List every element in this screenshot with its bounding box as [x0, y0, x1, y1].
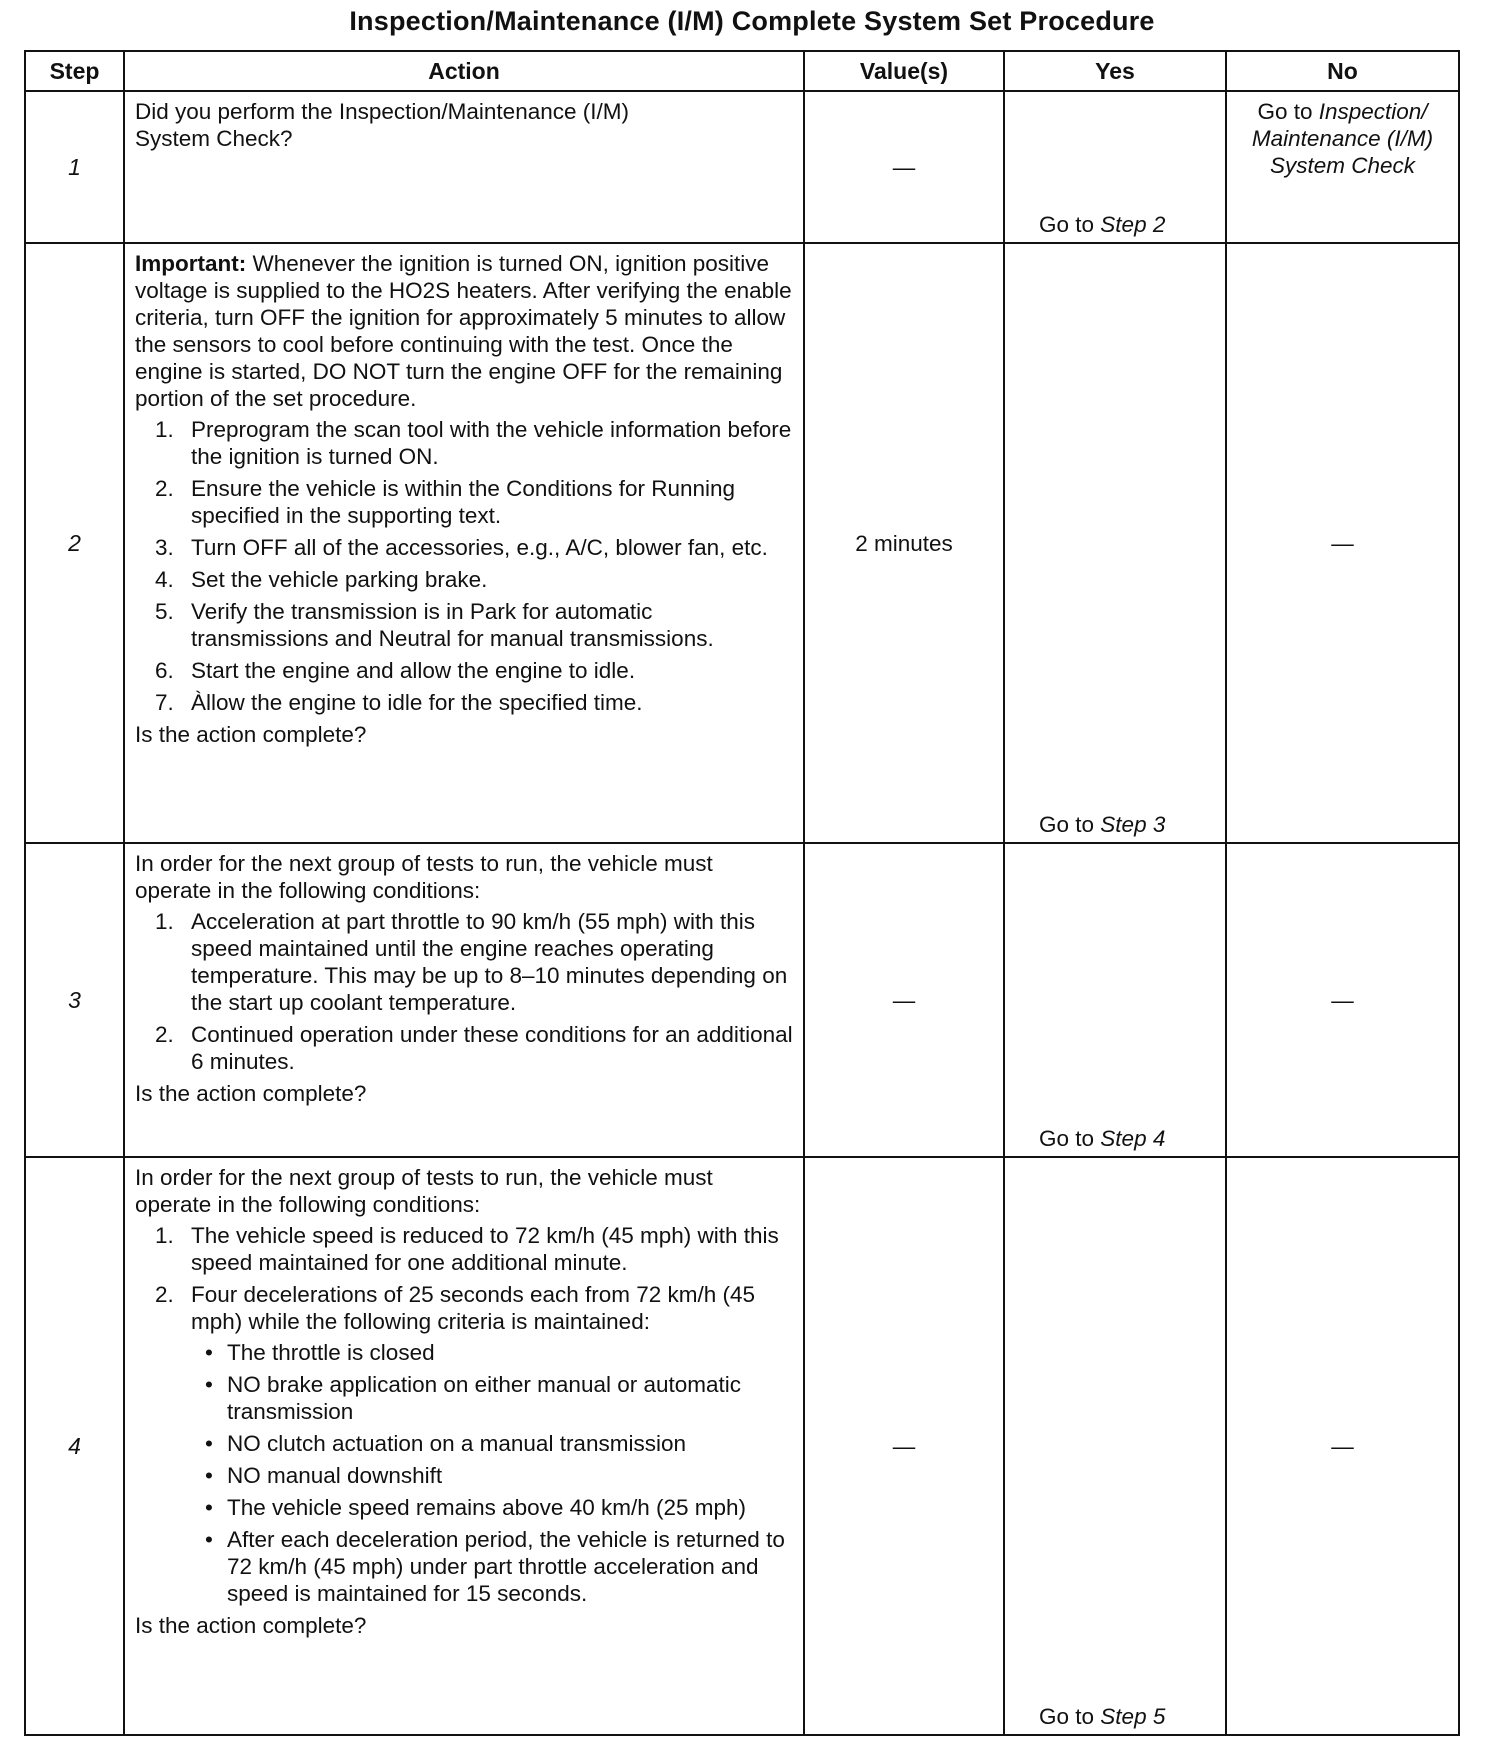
list-number: 2. [155, 1282, 174, 1307]
action-steps [135, 908, 793, 1075]
no-link[interactable]: Inspection/ Maintenance (I/M) System Check [1251, 99, 1434, 178]
criteria-text: NO manual downshift [227, 1463, 443, 1488]
action-intro: In order for the next group of tests to run, the vehicle must operate in the following conditions: [135, 1165, 713, 1217]
list-number: 2. [155, 476, 174, 501]
yes-step-link[interactable]: Step 5 [1100, 1704, 1166, 1729]
header-step: Step [25, 51, 124, 91]
criteria-list [191, 1339, 793, 1607]
criteria-item [191, 1526, 793, 1607]
list-number: 5. [155, 599, 174, 624]
step-number: 2 [25, 243, 124, 843]
list-item [135, 908, 793, 1016]
yes-prefix: Go to [1039, 812, 1101, 837]
action-question: Is the action complete? [135, 1613, 367, 1638]
list-item [135, 566, 793, 593]
important-note [135, 250, 793, 412]
yes-step-link[interactable]: Step 2 [1100, 212, 1166, 237]
list-item [135, 657, 793, 684]
step-number: 4 [25, 1157, 124, 1735]
list-text: Acceleration at part throttle to 90 km/h (55 mph) with this speed maintained until the engine reaches operating temperature. This may be up to 8–10 minutes depending on the start up coolant temperature. [191, 909, 788, 1015]
action-cell [124, 243, 804, 843]
action-steps [135, 416, 793, 716]
header-values: Value(s) [804, 51, 1004, 91]
list-text: Ensure the vehicle is within the Conditions for Running specified in the supporting text. [191, 476, 736, 528]
criteria-item [191, 1462, 793, 1489]
list-item [135, 1021, 793, 1075]
bullet-icon: • [205, 1527, 213, 1552]
list-text: Continued operation under these conditions for an additional 6 minutes. [191, 1022, 793, 1074]
action-cell [124, 91, 804, 243]
list-number: 2. [155, 1022, 174, 1047]
list-item [135, 1281, 793, 1607]
action-question: Is the action complete? [135, 722, 367, 747]
step-number: 1 [25, 91, 124, 243]
list-text: Verify the transmission is in Park for automatic transmissions and Neutral for manual transmissions. [191, 599, 714, 651]
yes-prefix: Go to [1039, 212, 1101, 237]
bullet-icon: • [205, 1340, 213, 1365]
list-item [135, 475, 793, 529]
list-number: 1. [155, 909, 174, 934]
header-row [25, 51, 1459, 91]
criteria-text: The throttle is closed [227, 1340, 435, 1365]
bullet-icon: • [205, 1463, 213, 1488]
action-intro: In order for the next group of tests to run, the vehicle must operate in the following conditions: [135, 851, 713, 903]
list-text: Preprogram the scan tool with the vehicle information before the ignition is turned ON. [191, 417, 792, 469]
list-text: Start the engine and allow the engine to idle. [191, 658, 636, 683]
table-row [25, 843, 1459, 1157]
value-cell: — [804, 91, 1004, 243]
value-cell: 2 minutes [804, 243, 1004, 843]
list-text: Turn OFF all of the accessories, e.g., A/C, blower fan, etc. [191, 535, 768, 560]
action-cell [124, 843, 804, 1157]
yes-prefix: Go to [1039, 1126, 1101, 1151]
list-number: 7. [155, 690, 174, 715]
list-item [135, 416, 793, 470]
important-text: Whenever the ignition is turned ON, ignition positive voltage is supplied to the HO2S heaters. After verifying the enable criteria, turn OFF the ignition for approximately 5 minutes to allow the sensors to cool before continuing with the test. Once the engine is started, DO NOT turn the engine OFF for the remaining portion of the set procedure. [135, 251, 792, 411]
list-item [135, 1222, 793, 1276]
no-cell: — [1226, 1157, 1459, 1735]
table-row [25, 1157, 1459, 1735]
yes-cell [1004, 843, 1226, 1157]
list-number: 4. [155, 567, 174, 592]
list-number: 1. [155, 1223, 174, 1248]
action-cell [124, 1157, 804, 1735]
list-number: 6. [155, 658, 174, 683]
no-cell: — [1226, 243, 1459, 843]
yes-cell [1004, 91, 1226, 243]
criteria-item [191, 1339, 793, 1366]
criteria-text: NO brake application on either manual or automatic transmission [227, 1372, 742, 1424]
bullet-icon: • [205, 1372, 213, 1397]
criteria-item [191, 1371, 793, 1425]
yes-prefix: Go to [1039, 1704, 1101, 1729]
criteria-item [191, 1430, 793, 1457]
action-steps [135, 1222, 793, 1607]
yes-step-link[interactable]: Step 3 [1100, 812, 1166, 837]
criteria-text: The vehicle speed remains above 40 km/h (25 mph) [227, 1495, 747, 1520]
no-cell: — [1226, 843, 1459, 1157]
bullet-icon: • [205, 1495, 213, 1520]
value-cell: — [804, 843, 1004, 1157]
header-yes: Yes [1004, 51, 1226, 91]
yes-cell [1004, 243, 1226, 843]
procedure-table [24, 50, 1460, 1736]
list-item [135, 598, 793, 652]
list-text: Àllow the engine to idle for the specified time. [191, 690, 643, 715]
no-cell [1226, 91, 1459, 243]
value-cell: — [804, 1157, 1004, 1735]
list-text: Set the vehicle parking brake. [191, 567, 488, 592]
header-action: Action [124, 51, 804, 91]
yes-step-link[interactable]: Step 4 [1100, 1126, 1166, 1151]
action-question: Is the action complete? [135, 1081, 367, 1106]
no-prefix: Go to [1257, 99, 1319, 124]
step-number: 3 [25, 843, 124, 1157]
table-row [25, 91, 1459, 243]
list-item [135, 689, 793, 716]
yes-cell [1004, 1157, 1226, 1735]
list-text: The vehicle speed is reduced to 72 km/h (45 mph) with this speed maintained for one additional minute. [191, 1223, 779, 1275]
important-label: Important: [135, 251, 247, 276]
header-no: No [1226, 51, 1459, 91]
table-row [25, 243, 1459, 843]
bullet-icon: • [205, 1431, 213, 1456]
list-number: 1. [155, 417, 174, 442]
page-title: Inspection/Maintenance (I/M) Complete System Set Procedure [349, 6, 1155, 36]
criteria-text: NO clutch actuation on a manual transmission [227, 1431, 686, 1456]
list-number: 3. [155, 535, 174, 560]
list-item [135, 534, 793, 561]
criteria-item [191, 1494, 793, 1521]
list-text: Four decelerations of 25 seconds each from 72 km/h (45 mph) while the following criteria is maintained: [191, 1282, 756, 1334]
criteria-text: After each deceleration period, the vehicle is returned to 72 km/h (45 mph) under part throttle acceleration and speed is maintained for 15 seconds. [227, 1527, 785, 1606]
action-text: Did you perform the Inspection/Maintenance (I/M) System Check? [135, 99, 629, 151]
